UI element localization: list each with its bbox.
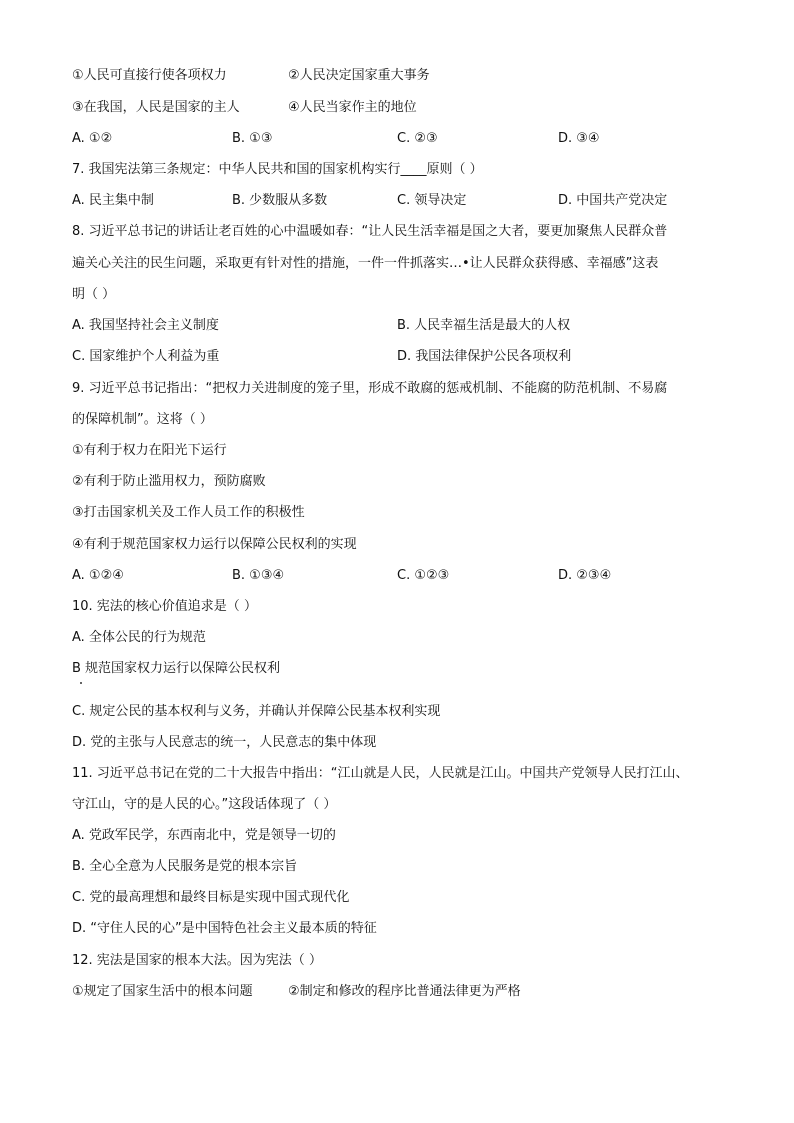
q9-statement-4: ④有利于规范国家权力运行以保障公民权利的实现: [72, 537, 357, 552]
q11-stem-line2: 守江山，守的是人民的心。”这段话体现了（ ）: [72, 797, 337, 812]
q10-option-d[interactable]: D. 党的主张与人民意志的统一，人民意志的集中体现: [72, 735, 377, 750]
q8-option-c[interactable]: C. 国家维护个人利益为重: [72, 349, 220, 364]
q9-stem-line1: 9. 习近平总书记指出：“把权力关进制度的笼子里，形成不敢腐的惩戒机制、不能腐的防范机制、不易腐: [72, 381, 668, 396]
q7-option-c[interactable]: C. 领导决定: [397, 193, 467, 208]
q7-option-a[interactable]: A. 民主集中制: [72, 193, 154, 208]
q9-statement-1: ①有利于权力在阳光下运行: [72, 443, 227, 458]
q6-statement-4: ④人民当家作主的地位: [288, 100, 417, 115]
q10-option-c[interactable]: C. 规定公民的基本权利与义务，并确认并保障公民基本权利实现: [72, 704, 441, 719]
q9-option-d[interactable]: D. ②③④: [558, 568, 612, 583]
q8-option-a[interactable]: A. 我国坚持社会主义制度: [72, 318, 219, 333]
q6-option-d[interactable]: D. ③④: [558, 131, 600, 146]
q8-options-row1: [72, 317, 732, 335]
q6-option-b[interactable]: B. ①③: [232, 131, 273, 146]
q8-stem-line2: 遍关心关注的民生问题，采取更有针对性的措施，一件一件抓落实…•让人民群众获得感、幸福感”这表: [72, 256, 659, 271]
q7-option-b[interactable]: B. 少数服从多数: [232, 193, 328, 208]
q7-stem: 7. 我国宪法第三条规定：中华人民共和国的国家机构实行____原则（ ）: [72, 162, 483, 177]
q11-option-d[interactable]: D. “守住人民的心”是中国特色社会主义最本质的特征: [72, 921, 377, 936]
q9-statement-3: ③打击国家机关及工作人员工作的积极性: [72, 505, 305, 520]
q9-option-b[interactable]: B. ①③④: [232, 568, 285, 583]
q6-statement-3: ③在我国，人民是国家的主人: [72, 100, 240, 115]
q6-statements-row1: [72, 67, 732, 85]
q7-options: [72, 192, 732, 210]
q8-stem-line1: 8. 习近平总书记的讲话让老百姓的心中温暖如春：“让人民生活幸福是国之大者，要更加聚焦人民群众普: [72, 224, 668, 239]
q6-options: [72, 130, 732, 148]
q9-option-a[interactable]: A. ①②④: [72, 568, 124, 583]
q10-stem: 10. 宪法的核心价值追求是（ ）: [72, 599, 257, 614]
q9-option-c[interactable]: C. ①②③: [397, 568, 450, 583]
q9-options: [72, 567, 732, 585]
q11-option-c[interactable]: C. 党的最高理想和最终目标是实现中国式现代化: [72, 890, 350, 905]
q11-option-b[interactable]: B. 全心全意为人民服务是党的根本宗旨: [72, 859, 298, 874]
q8-option-b[interactable]: B. 人民幸福生活是最大的人权: [397, 318, 571, 333]
q11-option-a[interactable]: A. 党政军民学，东西南北中，党是领导一切的: [72, 828, 336, 843]
q12-stem: 12. 宪法是国家的根本大法。因为宪法（ ）: [72, 953, 322, 968]
q12-statement-2: ②制定和修改的程序比普通法律更为严格: [288, 984, 521, 999]
q8-stem-line3: 明（ ）: [72, 287, 116, 302]
q7-option-d[interactable]: D. 中国共产党决定: [558, 193, 668, 208]
q12-statement-1: ①规定了国家生活中的根本问题: [72, 984, 253, 999]
q12-statements-row1: [72, 983, 732, 1001]
q6-statement-2: ②人民决定国家重大事务: [288, 68, 430, 83]
q9-statement-2: ②有利于防止滥用权力，预防腐败: [72, 474, 266, 489]
q10-option-a[interactable]: A. 全体公民的行为规范: [72, 630, 206, 645]
q11-stem-line1: 11. 习近平总书记在党的二十大报告中指出：“江山就是人民，人民就是江山。中国共产党领导人民打江山、: [72, 766, 689, 781]
q6-option-c[interactable]: C. ②③: [397, 131, 438, 146]
q9-stem-line2: 的保障机制”。这将（ ）: [72, 412, 213, 427]
q6-statement-1: ①人民可直接行使各项权力: [72, 68, 227, 83]
q6-option-a[interactable]: A. ①②: [72, 131, 113, 146]
q6-statements-row2: [72, 99, 732, 117]
q8-option-d[interactable]: D. 我国法律保护公民各项权利: [397, 349, 572, 364]
q8-options-row2: [72, 348, 732, 366]
stray-dot: [80, 682, 82, 684]
q10-option-b[interactable]: B 规范国家权力运行以保障公民权利: [72, 661, 281, 676]
